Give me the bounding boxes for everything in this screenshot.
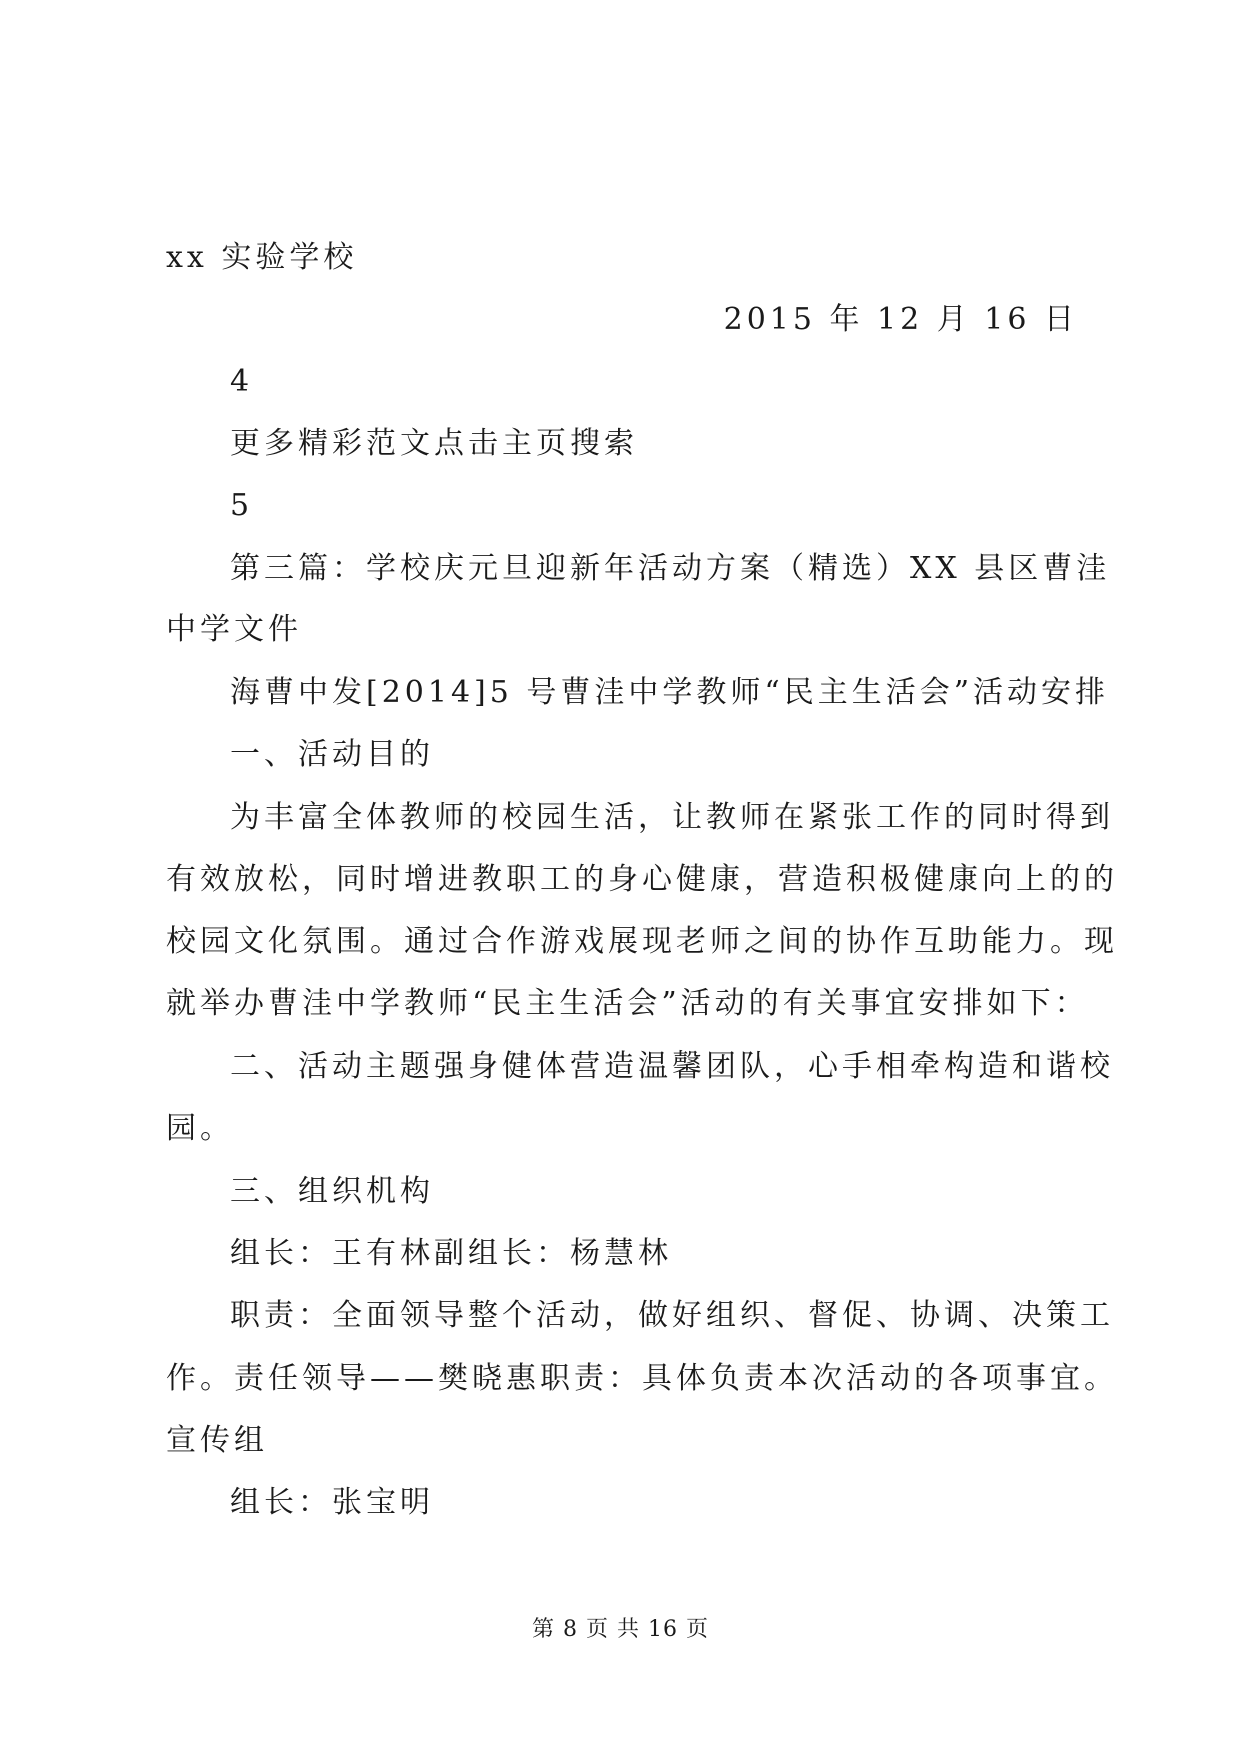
paragraph-line: 有效放松，同时增进教职工的身心健康，营造积极健康向上的的 (166, 862, 1118, 897)
duties-line: 职责：全面领导整个活动，做好组织、督促、协调、决策工 (230, 1298, 1114, 1333)
page-number-5: 5 (230, 488, 254, 523)
more-articles-note: 更多精彩范文点击主页搜索 (230, 426, 638, 461)
heading-organization: 三、组织机构 (230, 1174, 434, 1209)
paragraph-line: 为丰富全体教师的校园生活，让教师在紧张工作的同时得到 (230, 800, 1114, 835)
paragraph-line: 就举办曹洼中学教师“民主生活会”活动的有关事宜安排如下： (166, 986, 1089, 1021)
paragraph-line: 园。 (166, 1111, 234, 1146)
page-footer: 第 8 页 共 16 页 (532, 1617, 709, 1642)
paragraph-line: 校园文化氛围。通过合作游戏展现老师之间的协作互助能力。现 (166, 924, 1118, 959)
duties-line-continued: 作。责任领导——樊晓惠职责：具体负责本次活动的各项事宜。 (166, 1361, 1118, 1396)
heading-theme: 二、活动主题强身健体营造温馨团队，心手相牵构造和谐校 (230, 1049, 1114, 1084)
section-title-continued: 中学文件 (166, 612, 302, 647)
heading-purpose: 一、活动目的 (230, 737, 434, 772)
section-title: 第三篇：学校庆元旦迎新年活动方案（精选）XX 县区曹洼 (230, 551, 1111, 586)
school-name: xx 实验学校 (166, 240, 358, 275)
publicity-group-heading: 宣传组 (166, 1423, 268, 1458)
page-number-4: 4 (230, 364, 254, 399)
date-line: 2015 年 12 月 16 日 (723, 302, 1078, 337)
leader-line: 组长：王有林副组长：杨慧林 (230, 1236, 672, 1271)
document-number-line: 海曹中发[2014]5 号曹洼中学教师“民主生活会”活动安排 (230, 675, 1110, 710)
publicity-leader-line: 组长：张宝明 (230, 1485, 434, 1520)
